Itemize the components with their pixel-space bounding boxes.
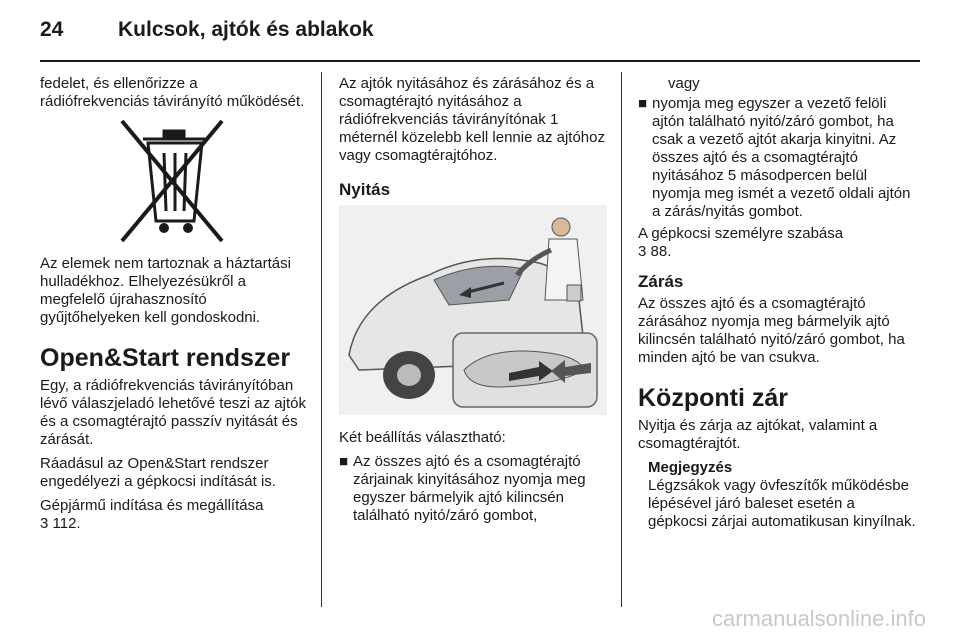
zaras-heading: Zárás (638, 272, 684, 291)
col1-para-2: Az elemek nem tartoznak a háztartási hulladékhoz. Elhelyezésükről a megfelelő újrahasznosító gyűjtőhelyeken kell gondoskodni. (40, 255, 291, 326)
col2-bullet-1 (339, 453, 607, 525)
col1-reference[interactable]: 3 112. (40, 515, 81, 532)
col2-para-1: Az ajtók nyitásához és zárásához és a csomagtérajtó nyitásához a rádiófrekvenciás távirányítónak 1 méternél közelebb kell lennie az ajtóhoz vagy csomagtérajtóhoz. (339, 75, 605, 164)
bullet-mark: ■ (339, 453, 349, 470)
col1-para-5: Gépjármű indítása és megállítása (40, 497, 264, 514)
column-1 (40, 75, 310, 539)
col1-para-1: fedelet, és ellenőrizze a rádiófrekvenciás távirányító működését. (40, 75, 305, 110)
col3-reference[interactable]: 3 88. (638, 243, 672, 260)
col2-para-2: Két beállítás választható: (339, 429, 506, 446)
col3-bullet-1 (638, 95, 916, 221)
page-number: 24 (40, 18, 64, 41)
note-block (638, 459, 916, 531)
col1-para-3: Egy, a rádiófrekvenciás távirányítóban lévő válaszjeladó lehetővé teszi az ajtók és a csomagtérajtó passzív nyitását és zárását. (40, 377, 306, 448)
crossed-bin-icon (40, 117, 310, 247)
column-divider-2 (621, 72, 622, 607)
page-header (0, 0, 960, 62)
car-door-handle-illustration (339, 205, 607, 415)
col3-para-3: Nyitja és zárja az ajtókat, valamint a csomagtérajtót. (638, 417, 878, 452)
col3-para-2: Az összes ajtó és a csomagtérajtó zárásához nyomja meg bármelyik ajtó kilincsén található nyitó/záró gombot, ha minden ajtó be van csukva. (638, 295, 905, 366)
note-text: Légzsákok vagy övfeszítők működésbe lépésével járó baleset esetén a gépkocsi zárjai automatikusan kinyílnak. (648, 477, 916, 530)
col2-bullet-1-text: Az összes ajtó és a csomagtérajtó zárjainak kinyitásához nyomja meg egyszer bármelyik ajtó kilincsén található nyitó/záró gombot, (353, 453, 586, 524)
bullet-mark: ■ (638, 95, 648, 112)
kozponti-zar-heading: Központi zár (638, 384, 788, 412)
open-start-heading: Open&Start rendszer (40, 344, 291, 372)
note-title: Megjegyzés (648, 459, 733, 476)
chapter-title: Kulcsok, ajtók és ablakok (118, 18, 374, 41)
col3-para-1: A gépkocsi személyre szabása (638, 225, 844, 242)
col3-bullet-1-text: nyomja meg egyszer a vezető felöli ajtón található nyitó/záró gombot, ha csak a vezető ajtót akarja kinyitni. Az összes ajtó és a csomagtérajtó nyitásához 5 másodpercen belül nyomja meg ismét a vezető oldali ajtón a zárás/nyitás gombot. (652, 95, 911, 220)
col3-vagy: vagy (668, 75, 700, 92)
nyitas-heading: Nyitás (339, 180, 391, 199)
column-2 (339, 75, 607, 529)
column-3 (638, 75, 916, 531)
header-rule (40, 60, 920, 62)
col1-para-4: Ráadásul az Open&Start rendszer engedélyezi a gépkocsi indítását is. (40, 455, 276, 490)
watermark: carmanualsonline.info (711, 606, 926, 631)
column-divider-1 (321, 72, 322, 607)
